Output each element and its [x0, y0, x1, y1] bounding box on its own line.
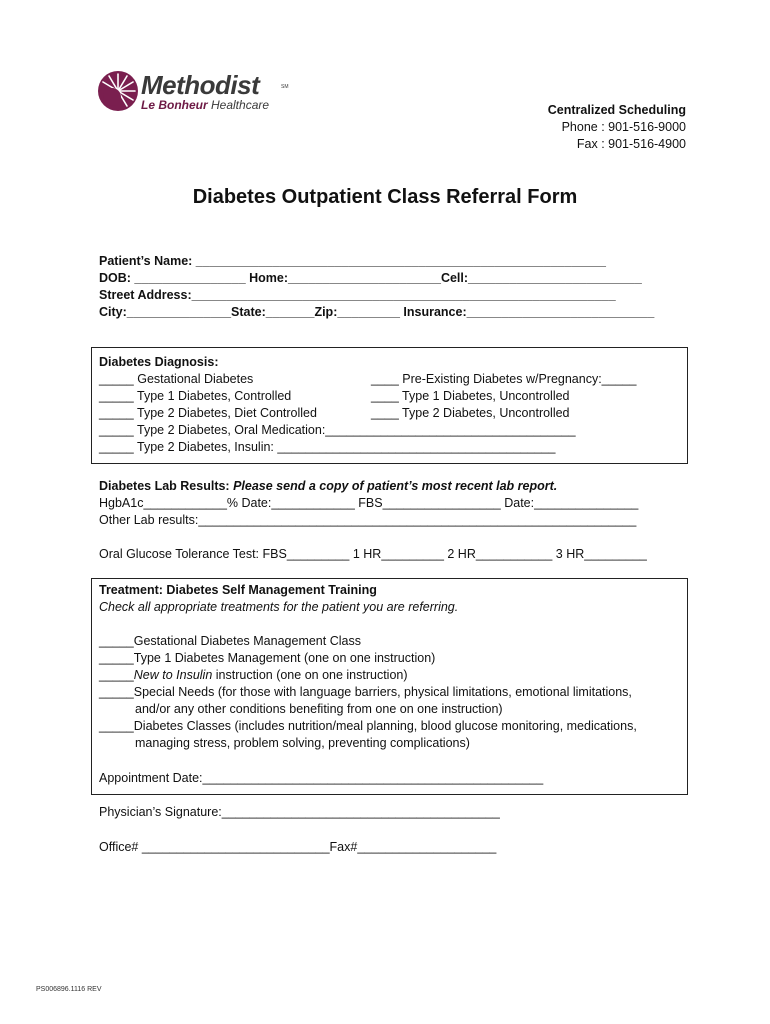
- treat-type1[interactable]: _____Type 1 Diabetes Management (one on one instruction): [99, 651, 436, 665]
- lab-heading: [99, 478, 557, 495]
- form-code: PS006896.1116 REV: [36, 986, 102, 993]
- methodist-logo: [97, 70, 297, 120]
- treat-new-insulin-rest: instruction (one on one instruction): [212, 668, 408, 682]
- treat-special-needs[interactable]: _____Special Needs (for those with language barriers, physical limitations, emotional limitations,: [99, 685, 632, 699]
- hgba1c-fbs-field[interactable]: HgbA1c____________% Date:____________ FBS_________________ Date:_______________: [99, 496, 639, 510]
- other-lab-field[interactable]: Other Lab results:_______________________________________________________________: [99, 513, 637, 527]
- treat-new-insulin-italic: New to Insulin: [133, 668, 213, 682]
- diag-type1-uncontrolled[interactable]: ____ Type 1 Diabetes, Uncontrolled: [371, 389, 570, 403]
- diag-type1-controlled[interactable]: _____ Type 1 Diabetes, Controlled: [99, 389, 292, 403]
- ogtt-field[interactable]: Oral Glucose Tolerance Test: FBS_________ 1 HR_________ 2 HR___________ 3 HR_________: [99, 547, 647, 561]
- treat-classes[interactable]: _____Diabetes Classes (includes nutrition/meal planning, blood glucose monitoring, medications,: [99, 719, 637, 733]
- starburst-logo-icon: [97, 70, 139, 112]
- treat-new-insulin-blank: _____: [99, 668, 134, 682]
- treat-new-insulin[interactable]: [99, 667, 408, 684]
- treat-gestational[interactable]: _____Gestational Diabetes Management Class: [99, 634, 361, 648]
- diagnosis-heading: Diabetes Diagnosis:: [99, 355, 219, 369]
- dob-home-cell-field[interactable]: DOB: ________________ Home:______________________Cell:_________________________: [99, 271, 642, 285]
- logo-sub-rest: Healthcare: [207, 98, 270, 112]
- diag-type2-insulin[interactable]: _____ Type 2 Diabetes, Insulin: ________________________________________: [99, 440, 556, 454]
- street-address-field[interactable]: Street Address:_____________________________________________________________: [99, 288, 616, 302]
- diag-type2-oral[interactable]: _____ Type 2 Diabetes, Oral Medication:____________________________________: [99, 423, 576, 437]
- page-title: Diabetes Outpatient Class Referral Form: [192, 186, 578, 208]
- treat-classes-cont: managing stress, problem solving, preventing complications): [135, 736, 470, 750]
- diag-gestational[interactable]: _____ Gestational Diabetes: [99, 372, 254, 386]
- appointment-date-field[interactable]: Appointment Date:_________________________________________________: [99, 771, 544, 785]
- logo-subtitle: [141, 98, 269, 112]
- physician-signature-field[interactable]: Physician’s Signature:________________________________________: [99, 805, 500, 819]
- treatment-heading: Treatment: Diabetes Self Management Training: [99, 583, 377, 597]
- city-state-zip-insurance-field[interactable]: City:_______________State:_______Zip:_________ Insurance:___________________________: [99, 305, 655, 319]
- treat-special-needs-cont: and/or any other conditions benefiting from one on one instruction): [135, 702, 503, 716]
- treatment-subheading: Check all appropriate treatments for the patient you are referring.: [99, 600, 459, 614]
- contact-phone: Phone : 901-516-9000: [561, 120, 686, 134]
- logo-service-mark: SM: [281, 84, 289, 90]
- contact-block: [548, 102, 686, 153]
- office-fax-field[interactable]: Office# ___________________________Fax#____________________: [99, 840, 497, 854]
- logo-name: Methodist: [141, 70, 260, 100]
- contact-fax: Fax : 901-516-4900: [576, 137, 686, 151]
- lab-heading-bold: Diabetes Lab Results:: [99, 479, 234, 493]
- contact-heading: Centralized Scheduling: [547, 103, 686, 117]
- diag-preexisting-pregnancy[interactable]: ____ Pre-Existing Diabetes w/Pregnancy:_____: [371, 372, 637, 386]
- lab-heading-italic: Please send a copy of patient’s most recent lab report.: [233, 479, 558, 493]
- diag-type2-diet[interactable]: _____ Type 2 Diabetes, Diet Controlled: [99, 406, 317, 420]
- patient-name-field[interactable]: Patient’s Name: ___________________________________________________________: [99, 254, 606, 268]
- diag-type2-uncontrolled[interactable]: ____ Type 2 Diabetes, Uncontrolled: [371, 406, 570, 420]
- logo-sub-bold: Le Bonheur: [141, 98, 208, 112]
